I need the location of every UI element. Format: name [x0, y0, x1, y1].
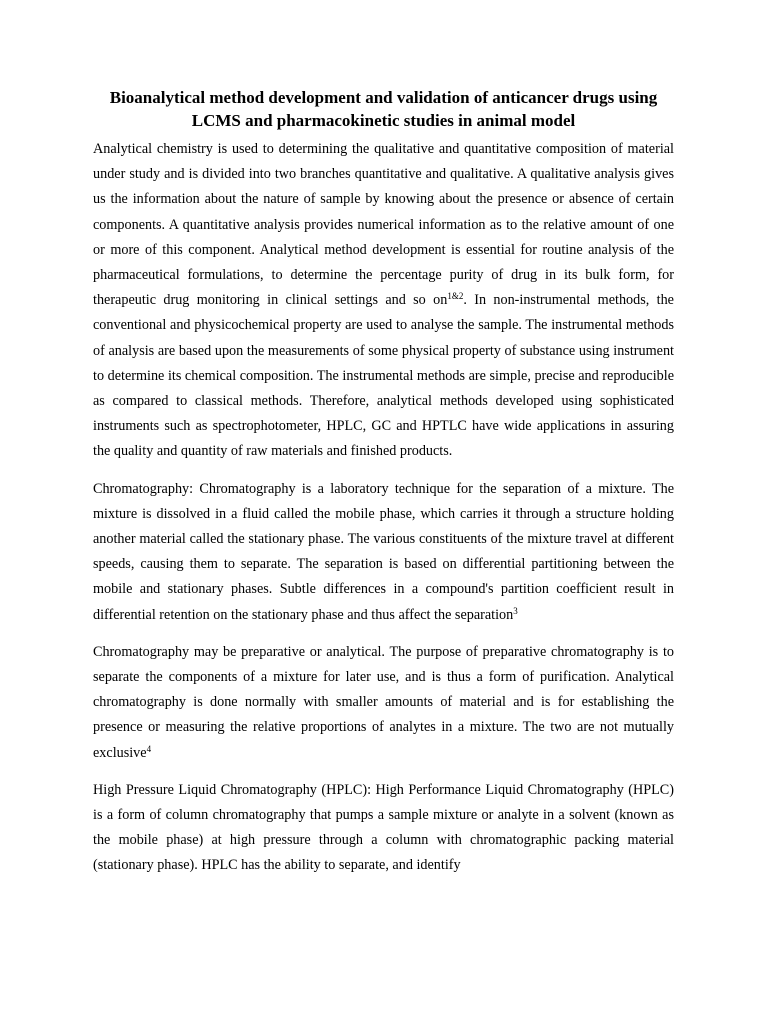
paragraph-hplc [93, 778, 674, 879]
paragraph-text: Chromatography may be preparative or analytical. The purpose of preparative chromatography is to separate the components of a mixture for later use, and is thus a form of purification. Analytical chromatography is done normally with smaller amounts of material and is for establishing the presence or measuring the relative proportions of analytes in a mixture. The two are not mutually exclusive [93, 643, 674, 761]
paragraph-chromatography [93, 477, 674, 628]
citation-superscript: 4 [146, 743, 152, 754]
paragraph-text: Chromatography: Chromatography is a laboratory technique for the separation of a mixture. The mixture is dissolved in a fluid called the mobile phase, which carries it through a structure holding another material called the stationary phase. The various constituents of the mixture travel at different speeds, causing them to separate. The separation is based on differential partitioning between the mobile and stationary phases. Subtle differences in a compound's partition coefficient result in differential retention on the stationary phase and thus affect the separation [93, 480, 674, 623]
document-body [93, 86, 674, 891]
paragraph-text: . In non-instrumental methods, the conventional and physicochemical property are used to analyse the sample. The instrumental methods of analysis are based upon the measurements of some physical property of substance using instrument to determine its chemical composition. The instrumental methods are simple, precise and reproducible as compared to classical methods. Therefore, analytical methods developed using sophisticated instruments such as spectrophotometer, HPLC, GC and HPTLC have wide applications in assuring the quality and quantity of raw materials and finished products. [93, 292, 674, 460]
paragraph-text: High Pressure Liquid Chromatography (HPLC): High Performance Liquid Chromatography (HPLC) is a form of column chromatography that pumps a sample mixture or analyte in a solvent (known as the mobile phase) at high pressure through a column with chromatographic packing material (stationary phase). HPLC has the ability to separate, and identify [93, 781, 674, 874]
citation-superscript: 1&2 [447, 291, 464, 302]
paragraph-preparative-analytical [93, 640, 674, 766]
document-title: Bioanalytical method development and validation of anticancer drugs using LCMS and pharmacokinetic studies in animal model [109, 88, 658, 130]
paragraph-text: Analytical chemistry is used to determining the qualitative and quantitative composition of material under study and is divided into two branches quantitative and qualitative. A qualitative analysis gives us the information about the nature of sample by knowing about the presence or absence of certain components. A quantitative analysis provides numerical information as to the relative amount of one or more of this component. Analytical method development is essential for routine analysis of the pharmaceutical formulations, to determine the percentage purity of drug in its bulk form, for therapeutic drug monitoring in clinical settings and so on [93, 141, 674, 309]
paragraph-analytical-chemistry [93, 137, 674, 465]
citation-superscript: 3 [513, 605, 518, 616]
